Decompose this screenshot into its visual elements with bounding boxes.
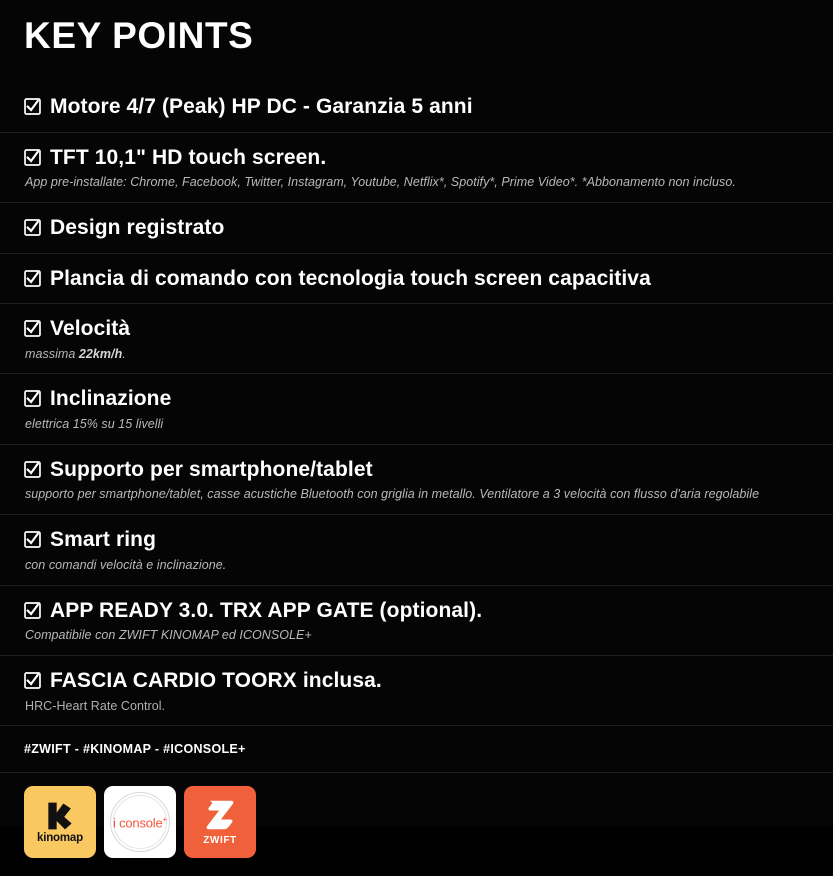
feature-subtext: con comandi velocità e inclinazione. (25, 557, 227, 572)
list-item (0, 253, 833, 304)
checkbox-checked-icon (24, 270, 41, 287)
feature-head (24, 669, 819, 693)
checkbox-checked-icon (24, 672, 41, 689)
feature-block (24, 515, 833, 584)
feature-block (24, 203, 833, 253)
list-item (0, 655, 833, 725)
zwift-logo[interactable] (184, 786, 256, 858)
iconsole-logo-label (113, 815, 167, 830)
feature-heading: Smart ring (50, 528, 157, 552)
feature-head (24, 599, 819, 623)
feature-head (24, 387, 819, 411)
feature-block (24, 304, 833, 373)
feature-heading: Plancia di comando con tecnologia touch screen capacitiva (50, 266, 651, 290)
iconsole-logo-icon (104, 786, 176, 858)
feature-subtext: supporto per smartphone/tablet, casse acustiche Bluetooth con griglia in metallo. Ventilatore a 3 velocità con flusso d'aria regolabile (25, 487, 760, 502)
checkbox-checked-icon (24, 98, 41, 115)
feature-subtext-prefix: massima (25, 346, 79, 361)
iconsole-logo[interactable] (104, 786, 176, 858)
feature-heading: FASCIA CARDIO TOORX inclusa. (50, 668, 382, 692)
list-item (0, 303, 833, 373)
feature-subtext: Compatibile con ZWIFT KINOMAP ed ICONSOLE+ (25, 628, 312, 643)
partner-logos-section (0, 772, 833, 876)
list-item (0, 373, 833, 443)
feature-block (24, 254, 833, 304)
list-item (0, 585, 833, 655)
checkbox-checked-icon (24, 390, 41, 407)
zwift-logo-icon (204, 798, 236, 832)
checkbox-checked-icon (24, 461, 41, 478)
list-item (0, 444, 833, 514)
kinomap-logo[interactable] (24, 786, 96, 858)
feature-heading: Velocità (50, 317, 131, 341)
feature-subtext-suffix: . (122, 346, 126, 361)
feature-head (24, 267, 819, 291)
iconsole-logo-word: i console (113, 815, 163, 831)
feature-heading: APP READY 3.0. TRX APP GATE (optional). (50, 598, 483, 622)
list-item (0, 202, 833, 253)
feature-heading: TFT 10,1" HD touch screen. (50, 145, 327, 169)
feature-block (24, 586, 833, 655)
list-item (0, 514, 833, 584)
checkbox-checked-icon (24, 219, 41, 236)
checkbox-checked-icon (24, 320, 41, 337)
iconsole-logo-plus: + (162, 814, 167, 824)
feature-block (24, 445, 833, 514)
feature-list (0, 82, 833, 725)
checkbox-checked-icon (24, 149, 41, 166)
list-item (0, 132, 833, 202)
feature-subtext-value: 22km/h (78, 346, 123, 361)
feature-head (24, 146, 819, 170)
feature-head (24, 216, 819, 240)
feature-heading: Inclinazione (50, 387, 172, 411)
hashtags-section (0, 725, 833, 772)
feature-heading: Supporto per smartphone/tablet (50, 457, 373, 481)
feature-head (24, 95, 819, 119)
feature-block (24, 82, 833, 132)
checkbox-checked-icon (24, 531, 41, 548)
feature-subtext: App pre-installate: Chrome, Facebook, Twitter, Instagram, Youtube, Netflix*, Spotify*, Prime Video*. *Abbonamento non incluso. (25, 175, 736, 190)
feature-subtext (24, 346, 819, 363)
page-title: KEY POINTS (24, 15, 254, 56)
checkbox-checked-icon (24, 602, 41, 619)
feature-block (24, 374, 833, 443)
feature-block (24, 133, 833, 202)
feature-heading: Design registrato (50, 216, 225, 239)
kinomap-logo-icon (43, 801, 77, 831)
feature-head (24, 528, 819, 552)
partner-logos (24, 773, 833, 876)
hashtags-text: #ZWIFT - #KINOMAP - #ICONSOLE+ (24, 742, 246, 757)
feature-subtext: elettrica 15% su 15 livelli (25, 416, 164, 431)
feature-block (24, 656, 833, 725)
feature-head (24, 317, 819, 341)
feature-subtext: HRC-Heart Rate Control. (25, 698, 166, 713)
feature-head (24, 458, 819, 482)
zwift-logo-label: ZWIFT (203, 835, 237, 847)
feature-heading: Motore 4/7 (Peak) HP DC - Garanzia 5 anni (50, 95, 473, 119)
list-item (0, 82, 833, 132)
kinomap-logo-label: kinomap (37, 831, 83, 844)
